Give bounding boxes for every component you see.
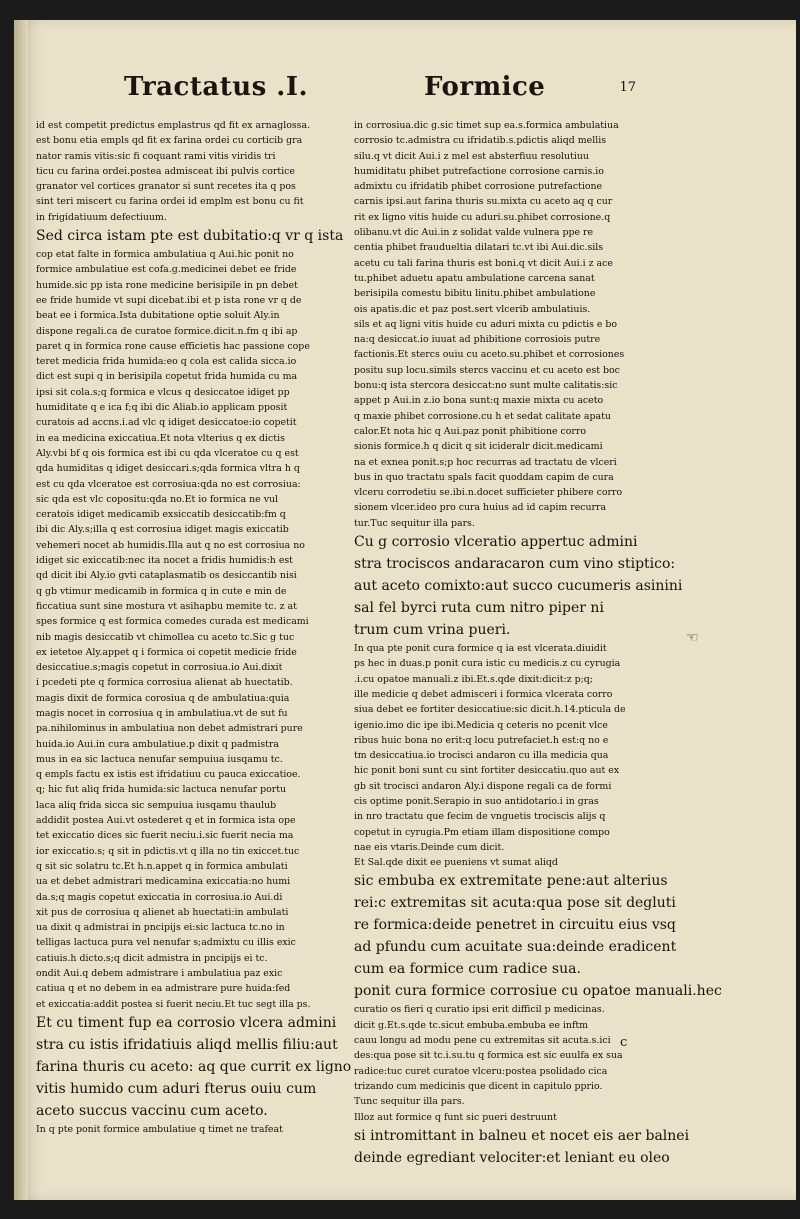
page-gutter: [14, 20, 28, 1200]
text-line: nator ramis vitis:sic fi coquant rami vitis viridis tri: [36, 150, 276, 162]
text-line: Tunc sequitur illa pars.: [354, 1096, 465, 1108]
text-line: acetu cu tali farina thuris est boni.q vt dicit Aui.i z ace: [354, 257, 613, 269]
text-line: desiccatiue.s;magis copetut in corrosiua.io Aui.dixit: [36, 662, 283, 674]
text-line: catiuis.h dicto.s;q dicit admistra in pncipijs ei tc.: [36, 952, 268, 964]
text-line: appet p Aui.in z.io bona sunt:q maxie mixta cu aceto: [354, 395, 604, 407]
text-line: ondit Aui.q debem admistrare i ambulatiua paz exic: [36, 968, 283, 980]
text-line: curatois ad accns.i.ad vlc q idiget desiccatoe:io copetit: [36, 417, 297, 429]
text-line: .i.cu opatoe manuali.z ibi.Et.s.qde dixit:dicit:z p;q;: [354, 673, 593, 685]
text-line: igenio.imo dic ipe ibi.Medicia q ceteris no pcenit vlce: [354, 719, 608, 731]
text-line: beat ee i formica.Ista dubitatione optie soluit Aly.in: [36, 310, 280, 322]
text-line: in frigidatiuum defectiuum.: [36, 211, 167, 223]
text-line: cis optime ponit.Serapio in suo antidotario.i in gras: [354, 795, 599, 807]
text-line: rei:c extremitas sit acuta:qua pose sit degluti: [354, 895, 676, 912]
text-line: aut aceto comixto:aut succo cucumeris asinini: [354, 578, 683, 595]
text-line: sionem vlcer.ideo pro cura huius ad id capim recurra: [354, 502, 607, 514]
text-line: sal fel byrci ruta cum nitro piper ni: [354, 600, 604, 617]
text-line: dispone regali.ca de curatoe formice.dicit.n.fm q ibi ap: [36, 325, 298, 337]
text-line: cum ea formice cum radice sua.: [354, 961, 581, 978]
text-line: et exiccatia:addit postea si fuerit neciu.Et tuc segt illa ps.: [36, 998, 311, 1010]
text-line: ticu cu farina ordei.postea admisceat ibi pulvis cortice: [36, 165, 295, 177]
text-line: sils et aq ligni vitis huide cu aduri mixta cu pdictis e bo: [354, 318, 618, 330]
text-line: humide.sic pp ista rone medicine berisipile in pn debet: [36, 279, 298, 291]
text-line: paret q in formica rone cause efficietis hac passione cope: [36, 340, 310, 352]
text-line: nae eis vtaris.Deinde cum dicit.: [354, 841, 505, 853]
text-line: vitis humido cum aduri fterus ouiu cum: [36, 1080, 317, 1097]
text-line: hic ponit boni sunt cu sint fortiter desiccatiu.quo aut ex: [354, 765, 620, 777]
text-line: siua debet ee fortiter desiccatiue:sic dicit.h.14.pticula de: [354, 704, 626, 716]
text-line: ipsi sit cola.s;q formica e vlcus q desiccatoe idiget pp: [36, 386, 290, 398]
text-line: factionis.Et stercs ouiu cu aceto.su.phibet et corrosiones: [354, 349, 625, 361]
text-line: dicit g.Et.s.qde tc.sicut embuba.embuba ee inftm: [354, 1019, 589, 1031]
text-line: tm desiccatiua.io trocisci andaron cu illa medicia qua: [354, 750, 609, 762]
text-line: ior exiccatio.s; q sit in pdictis.vt q illa no tin exiccet.tuc: [36, 845, 300, 857]
running-head-right: Formice: [424, 72, 546, 102]
text-line: in nro tractatu que fecim de vnguetis trociscis alijs q: [354, 811, 606, 823]
text-line: deinde egrediant velociter:et leniant eu oleo: [354, 1149, 670, 1166]
text-line: ois apatis.dic et paz post.sert vlcerib ambulatiuis.: [354, 303, 591, 315]
text-line: sic qda est vlc copositu:qda no.Et io formica ne vul: [36, 493, 279, 505]
text-line: humiditatu phibet putrefactione corrosione carnis.io: [354, 165, 604, 177]
text-line: in corrosiua.dic g.sic timet sup ea.s.formica ambulatiua: [354, 120, 619, 131]
text-line: tur.Tuc sequitur illa pars.: [354, 517, 475, 529]
text-line: curatio os fieri q curatio ipsi erit difficil p medicinas.: [354, 1004, 605, 1016]
right-text-column: [354, 118, 722, 1169]
text-line: tet exiccatio dices sic fuerit neciu.i.sic fuerit necia ma: [36, 830, 294, 842]
text-line: Sed circa istam pte est dubitatio:q vr q ista: [36, 228, 344, 245]
text-line: q maxie phibet corrosione.cu h et sedat calitate apatu: [354, 410, 611, 422]
text-line: huida.io Aui.in cura ambulatiue.p dixit q padmistra: [36, 738, 279, 750]
text-line: est cu qda vlceratoe est corrosiua:qda no est corrosiua:: [36, 478, 301, 490]
text-line: cop etat falte in formica ambulatiua q Aui.hic ponit no: [36, 249, 294, 261]
text-line: spes formice q est formica comedes curada est medicami: [36, 616, 309, 628]
text-line: Et Sal.qde dixit ee pueniens vt sumat aliqd: [354, 857, 558, 869]
text-line: ibi dic Aly.s;illa q est corrosiua idiget magis exiccatib: [36, 524, 289, 536]
text-line: ponit cura formice corrosiue cu opatoe manuali.hec: [354, 983, 722, 1000]
text-line: xit pus de corrosiua q alienet ab huectati:in ambulati: [36, 906, 289, 918]
text-line: nib magis desiccatib vt chimollea cu aceto tc.Sic g tuc: [36, 631, 295, 643]
text-line: idiget sic exiccatib:nec ita nocet a fridis humidis:h est: [36, 555, 293, 567]
folio-number: 17: [619, 80, 636, 95]
text-line: ee fride humide vt supi dicebat.ibi et p ista rone vr q de: [36, 294, 302, 306]
text-line: copetut in cyrugia.Pm etiam illam dispositione compo: [354, 826, 610, 838]
text-line: teret medicia frida humida:eo q cola est calida sicca.io: [36, 356, 297, 368]
text-line: re formica:deide penetret in circuitu eius vsq: [354, 917, 676, 934]
text-line: q gb vtimur medicamib in formica q in cute e min de: [36, 585, 287, 597]
text-line: qda humiditas q idiget desiccari.s;qda formica vltra h q: [36, 463, 300, 475]
text-line: olibanu.vt dic Aui.in z solidat valde vulnera ppe re: [354, 227, 594, 239]
text-line: mus in ea sic lactuca nenufar sempuiua iusqamu tc.: [36, 753, 283, 765]
text-line: laca aliq frida sicca sic sempuiua iusqamu thaulub: [36, 799, 277, 811]
text-line: trum cum vrina pueri.: [354, 622, 511, 639]
text-line: Cu g corrosio vlceratio appertuc admini: [354, 534, 638, 551]
text-line: stra cu istis ifridatiuis aliqd mellis filiu:aut: [36, 1036, 338, 1053]
text-line: des:qua pose sit tc.i.su.tu q formica est sic euulfa ex sua: [354, 1050, 623, 1062]
text-line: na:q desiccat.io iuuat ad phibitione corrosiois putre: [354, 334, 601, 346]
text-line: tu.phibet aduetu apatu ambulatione carcena sanat: [354, 272, 595, 284]
text-line: ceratois idiget medicamib exsiccatib desiccatib:fm q: [36, 509, 286, 521]
running-head-left: Tractatus .I.: [124, 72, 309, 102]
text-line: id est competit predictus emplastrus qd fit ex arnaglossa.: [36, 120, 311, 131]
text-line: ps hec in duas.p ponit cura istic cu medicis.z cu cyrugia: [354, 658, 621, 670]
text-line: ex ietetoe Aly.appet q i formica oi copetit medicie fride: [36, 646, 297, 658]
text-line: positu sup locu.simils stercs vaccinu et cu aceto est boc: [354, 364, 620, 376]
signature-mark: c: [620, 1035, 628, 1050]
text-line: Aly.vbi bf q ois formica est ibi cu qda vlceratoe cu q est: [36, 447, 299, 459]
text-line: ad pfundu cum acuitate sua:deinde eradicent: [354, 939, 677, 956]
text-line: q sit sic solatru tc.Et h.n.appet q in formica ambulati: [36, 860, 288, 872]
text-line: da.s;q magis copetut exiccatia in corrosiua.io Aui.di: [36, 891, 283, 903]
text-line: ua et debet admistrari medicamina exiccatia:no humi: [36, 876, 291, 888]
text-line: formice ambulatiue est cofa.g.medicinei debet ee fride: [36, 264, 297, 276]
text-line: in ea medicina exiccatiua.Et nota vlterius q ex dictis: [36, 432, 285, 444]
text-line: telligas lactuca pura vel nenufar s;admixtu cu illis exic: [36, 937, 296, 949]
text-line: berisipila comestu bibitu linitu.phibet ambulatione: [354, 288, 596, 300]
text-line: est bonu etia empls qd fit ex farina ordei cu corticib gra: [36, 135, 303, 147]
text-line: sic embuba ex extremitate pene:aut alterius: [354, 873, 668, 890]
text-line: addidit postea Aui.vt ostederet q et in formica ista ope: [36, 815, 296, 827]
text-line: stra trociscos andaracaron cum vino stiptico:: [354, 556, 676, 573]
text-line: gb sit trocisci andaron Aly.i dispone regali ca de formi: [354, 780, 612, 792]
text-line: i pcedeti pte q formica corrosiua alienat ab huectatib.: [36, 677, 293, 689]
text-line: farina thuris cu aceto: aq que currit ex ligno: [36, 1058, 352, 1075]
text-line: si intromittant in balneu et nocet eis aer balnei: [354, 1127, 690, 1144]
text-line: radice:tuc curet curatoe vlceru:postea psolidado cica: [354, 1065, 608, 1077]
text-line: granator vel cortices granator si sunt recetes ita q pos: [36, 181, 296, 193]
text-line: sint teri miscert cu farina ordei id emplm est bonu cu fit: [36, 196, 304, 208]
text-line: bus in quo tractatu spals facit quoddam capim de cura: [354, 471, 614, 483]
text-line: ille medicie q debet admisceri i formica vlcerata corro: [354, 688, 613, 700]
text-line: corrosio tc.admistra cu ifridatib.s.pdictis aliqd mellis: [354, 135, 607, 147]
book-page: [14, 20, 796, 1200]
text-line: admixtu cu ifridatib phibet corrosione putrefactione: [354, 181, 603, 193]
text-line: Et cu timent fup ea corrosio vlcera admini: [36, 1014, 337, 1031]
text-line: calor.Et nota hic q Aui.paz ponit phibitione corro: [354, 425, 587, 437]
text-line: q empls factu ex istis est ifridatiuu cu pauca exiccatioe.: [36, 769, 301, 781]
text-line: Illoz aut formice q funt sic pueri destruunt: [354, 1111, 557, 1123]
text-line: humiditate q e ica f;q ibi dic Aliab.io applicam pposit: [36, 402, 288, 414]
text-line: q; hic fut aliq frida humida:sic lactuca nenufar portu: [36, 784, 287, 796]
text-line: magis dixit de formica corosiua q de ambulatiua:quia: [36, 692, 290, 704]
text-line: In q pte ponit formice ambulatiue q timet ne trafeat: [36, 1123, 283, 1135]
text-line: catiua q et no debem in ea admistrare pure huida:fed: [36, 983, 291, 995]
text-line: carnis ipsi.aut farina thuris su.mixta cu aceto aq q cur: [354, 196, 613, 208]
text-line: ficcatiua sunt sine mostura vt asihapbu memite tc. z at: [36, 600, 297, 612]
text-line: na et exnea ponit.s;p hoc recurras ad tractatu de vlceri: [354, 456, 617, 468]
text-line: In qua pte ponit cura formice q ia est vlcerata.diuidit: [354, 643, 607, 655]
text-line: qd dicit ibi Aly.io gvti cataplasmatib os desiccantib nisi: [36, 570, 297, 582]
text-line: trizando cum medicinis que dicent in capitulo pprio.: [354, 1080, 603, 1092]
text-line: aceto succus vaccinu cum aceto.: [36, 1102, 268, 1119]
text-line: cauu longu ad modu pene cu extremitas sit acuta.s.ici: [354, 1035, 611, 1047]
text-line: vehemeri nocet ab humidis.Illa aut q no est corrosiua no: [36, 539, 305, 551]
text-line: rit ex ligno vitis huide cu aduri.su.phibet corrosione.q: [354, 211, 611, 223]
text-line: sionis formice.h q dicit q sit icideralr dicit.medicami: [354, 441, 603, 453]
text-line: bonu:q ista stercora desiccat:no sunt multe calitatis:sic: [354, 380, 618, 392]
left-text-column: [36, 118, 356, 1137]
text-line: pa.nihilominus in ambulatiua non debet admistrari pure: [36, 723, 303, 735]
manicule-icon: ☜: [686, 630, 699, 646]
text-line: silu.q vt dicit Aui.i z mel est absterfiuu resolutiuu: [354, 150, 589, 162]
text-line: centia phibet fraudueltia dilatari tc.vt ibi Aui.dic.sils: [354, 242, 604, 254]
text-line: magis nocet in corrosiua q in ambulatiua.vt de sut fu: [36, 707, 288, 719]
text-line: vlceru corrodetiu se.ibi.n.docet sufficieter phibere corro: [354, 487, 623, 499]
text-line: ribus huic bona no erit:q locu putrefaciet.h est:q no e: [354, 734, 609, 746]
text-line: dict est supi q in berisipila copetut frida humida cu ma: [36, 371, 298, 383]
text-line: ua dixit q admistrai in pncipijs ei:sic lactuca tc.no in: [36, 922, 285, 934]
